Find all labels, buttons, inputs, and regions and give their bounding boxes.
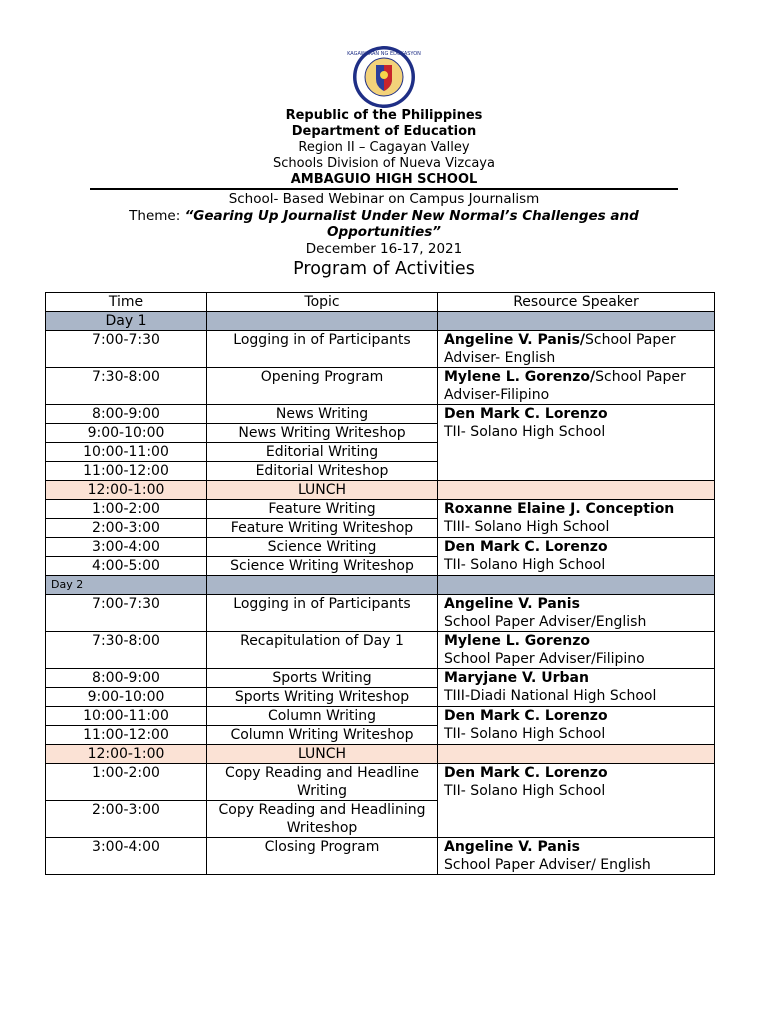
program-title: Program of Activities [293,259,475,279]
table-row [46,500,715,519]
speaker-cell [438,595,715,632]
schedule-table [45,292,715,875]
time-cell: 12:00-1:00 [46,481,207,500]
day1-label: Day 1 [46,312,207,331]
header-divider [90,188,678,190]
svg-text:KAGAWARAN NG EDUKASYON: KAGAWARAN NG EDUKASYON [347,51,421,57]
speaker-detail: TII- Solano High School [444,424,606,440]
time-cell: 9:00-10:00 [46,688,207,707]
speaker-detail: TII- Solano High School [444,783,606,799]
lunch-label: LUNCH [207,481,438,500]
header-topic: Topic [207,293,438,312]
topic-cell: Feature Writing [207,500,438,519]
speaker-name: Maryjane V. Urban [444,670,589,686]
time-cell: 1:00-2:00 [46,500,207,519]
topic-cell: Column Writing Writeshop [207,726,438,745]
table-row [46,595,715,632]
speaker-detail: School Paper Adviser- English [444,332,676,366]
lunch-row [46,481,715,500]
topic-cell: Logging in of Participants [207,595,438,632]
region-line: Region II – Cagayan Valley [298,140,470,155]
topic-cell: Column Writing [207,707,438,726]
table-row [46,368,715,405]
speaker-cell [438,405,715,481]
speaker-name: Den Mark C. Lorenzo [444,765,608,781]
table-row [46,838,715,875]
republic-line: Republic of the Philippines [285,108,483,123]
speaker-name: Den Mark C. Lorenzo [444,708,608,724]
event-theme [100,208,668,241]
speaker-detail: TIII- Solano High School [444,519,610,535]
day1-row [46,312,715,331]
table-row [46,331,715,368]
time-cell: 7:30-8:00 [46,368,207,405]
lunch-row [46,745,715,764]
topic-cell: Logging in of Participants [207,331,438,368]
speaker-name: Angeline V. Panis [444,839,580,855]
header-speaker: Resource Speaker [438,293,715,312]
speaker-cell [438,331,715,368]
table-row [46,669,715,688]
time-cell: 2:00-3:00 [46,519,207,538]
topic-cell: Sports Writing [207,669,438,688]
table-row [46,632,715,669]
time-cell: 8:00-9:00 [46,669,207,688]
time-cell: 11:00-12:00 [46,462,207,481]
topic-cell: Closing Program [207,838,438,875]
school-name: AMBAGUIO HIGH SCHOOL [290,172,478,187]
topic-cell: Feature Writing Writeshop [207,519,438,538]
time-cell: 11:00-12:00 [46,726,207,745]
speaker-cell [438,632,715,669]
speaker-cell [438,838,715,875]
speaker-detail: TIII-Diadi National High School [444,688,657,704]
speaker-cell [438,669,715,707]
speaker-name: Angeline V. Panis/ [444,332,586,348]
speaker-cell [438,764,715,838]
table-row [46,538,715,557]
time-cell: 12:00-1:00 [46,745,207,764]
time-cell: 8:00-9:00 [46,405,207,424]
time-cell: 3:00-4:00 [46,538,207,557]
topic-cell: Science Writing [207,538,438,557]
time-cell: 7:00-7:30 [46,331,207,368]
speaker-cell [438,500,715,538]
day2-label: Day 2 [46,576,207,595]
topic-cell: Copy Reading and Headlining Writeshop [207,801,438,838]
lunch-label: LUNCH [207,745,438,764]
document-header [0,108,768,188]
deped-seal-logo [347,45,421,109]
topic-cell: Editorial Writeshop [207,462,438,481]
speaker-detail: School Paper Adviser/Filipino [444,651,645,667]
topic-cell: News Writing [207,405,438,424]
speaker-name: Roxanne Elaine J. Conception [444,501,675,517]
table-row [46,707,715,726]
topic-cell: Editorial Writing [207,443,438,462]
speaker-name: Angeline V. Panis [444,596,580,612]
table-header-row [46,293,715,312]
event-name: School- Based Webinar on Campus Journalism [228,191,540,207]
speaker-name: Den Mark C. Lorenzo [444,539,608,555]
topic-cell: Opening Program [207,368,438,405]
topic-cell: Recapitulation of Day 1 [207,632,438,669]
event-info [100,191,668,257]
time-cell: 1:00-2:00 [46,764,207,801]
table-row [46,764,715,801]
time-cell: 9:00-10:00 [46,424,207,443]
topic-cell: Science Writing Writeshop [207,557,438,576]
topic-cell: Sports Writing Writeshop [207,688,438,707]
speaker-detail: School Paper Adviser-Filipino [444,369,686,403]
topic-cell: Copy Reading and Headline Writing [207,764,438,801]
department-line: Department of Education [291,124,477,139]
division-line: Schools Division of Nueva Vizcaya [273,156,495,171]
table-row [46,405,715,424]
time-cell: 7:00-7:30 [46,595,207,632]
time-cell: 4:00-5:00 [46,557,207,576]
time-cell: 2:00-3:00 [46,801,207,838]
day2-row [46,576,715,595]
time-cell: 7:30-8:00 [46,632,207,669]
speaker-cell [438,707,715,745]
speaker-name: Den Mark C. Lorenzo [444,406,608,422]
time-cell: 10:00-11:00 [46,443,207,462]
event-dates: December 16-17, 2021 [305,240,463,257]
speaker-detail: TII- Solano High School [444,726,606,742]
header-time: Time [46,293,207,312]
speaker-detail: School Paper Adviser/English [444,614,647,630]
topic-cell: News Writing Writeshop [207,424,438,443]
speaker-name: Mylene L. Gorenzo/ [444,369,596,385]
theme-text: “Gearing Up Journalist Under New Normal’s Challenges and Opportunities” [184,207,639,240]
speaker-name: Mylene L. Gorenzo [444,633,591,649]
time-cell: 10:00-11:00 [46,707,207,726]
theme-label: Theme: [129,207,185,224]
speaker-detail: TII- Solano High School [444,557,606,573]
speaker-cell [438,538,715,576]
time-cell: 3:00-4:00 [46,838,207,875]
speaker-cell [438,368,715,405]
speaker-detail: School Paper Adviser/ English [444,857,651,873]
